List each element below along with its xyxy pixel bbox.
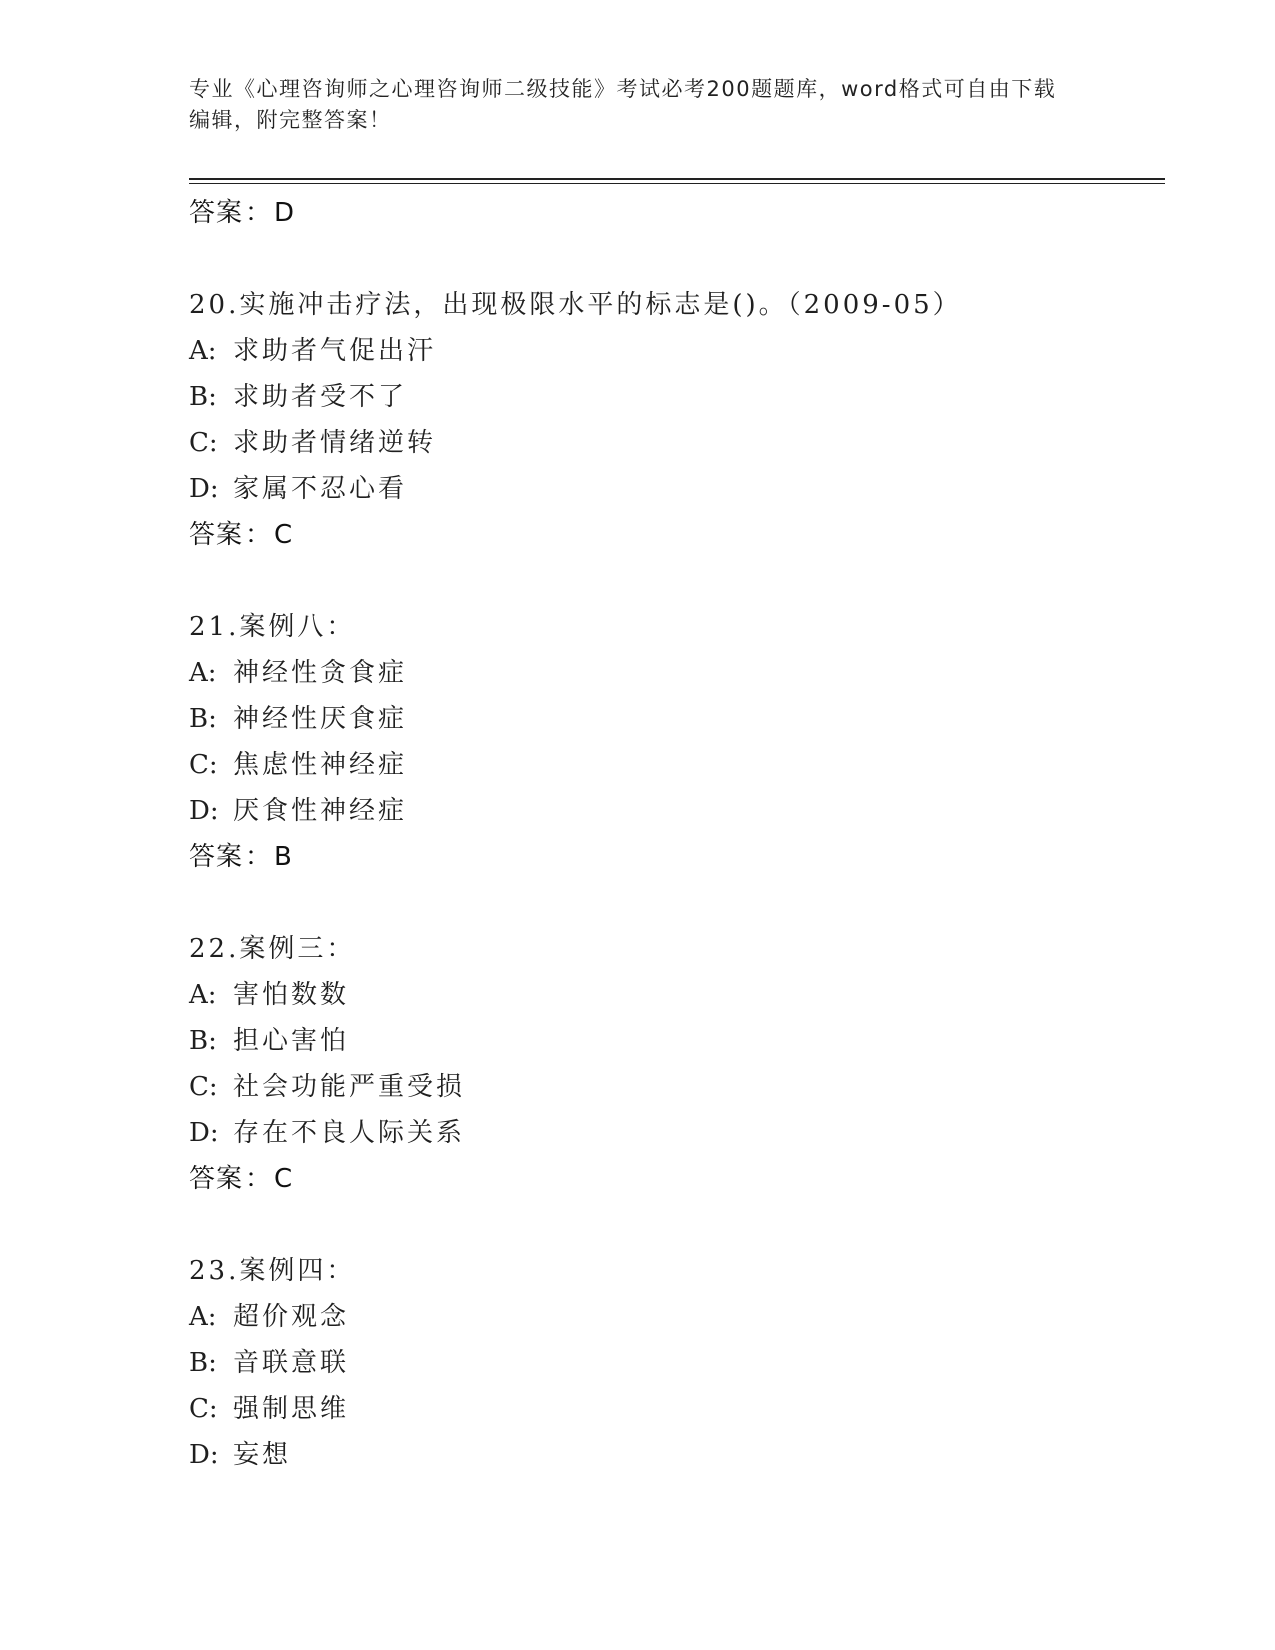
option-letter: C: — [189, 428, 218, 458]
answer-line — [189, 834, 1149, 880]
option-text: 求助者受不了 — [233, 382, 408, 412]
option-text: 存在不良人际关系 — [233, 1118, 466, 1148]
option-c — [189, 420, 1149, 466]
option-text: 社会功能严重受损 — [233, 1072, 466, 1102]
option-letter: A: — [189, 658, 217, 688]
option-b — [189, 1018, 1149, 1064]
option-text: 家属不忍心看 — [233, 474, 408, 504]
header-divider-thick — [189, 178, 1165, 180]
option-text: 害怕数数 — [233, 980, 350, 1010]
answer-line — [189, 1156, 1149, 1202]
option-letter: C: — [189, 1394, 218, 1424]
question-list — [189, 190, 1149, 1478]
option-letter: D: — [189, 1440, 219, 1470]
spacer — [189, 880, 1149, 926]
option-c — [189, 742, 1149, 788]
option-d — [189, 466, 1149, 512]
spacer — [189, 236, 1149, 282]
option-text: 厌食性神经症 — [233, 796, 408, 826]
option-b — [189, 696, 1149, 742]
answer-label: 答案 — [189, 520, 244, 550]
option-letter: B: — [189, 1026, 217, 1056]
option-text: 焦虑性神经症 — [233, 750, 408, 780]
option-a — [189, 972, 1149, 1018]
option-letter: B: — [189, 1348, 217, 1378]
answer-label: 答案 — [189, 198, 244, 228]
option-letter: D: — [189, 796, 219, 826]
answer-line — [189, 190, 1149, 236]
answer-line — [189, 512, 1149, 558]
option-text: 神经性厌食症 — [233, 704, 408, 734]
question-stem: 23.案例四： — [189, 1256, 356, 1286]
option-text: 担心害怕 — [233, 1026, 350, 1056]
option-a — [189, 1294, 1149, 1340]
option-letter: D: — [189, 1118, 219, 1148]
option-b — [189, 1340, 1149, 1386]
answer-value: C — [274, 520, 294, 550]
option-d — [189, 1432, 1149, 1478]
question-stem: 21.案例八： — [189, 612, 356, 642]
option-b — [189, 374, 1149, 420]
option-c — [189, 1386, 1149, 1432]
option-text: 音联意联 — [233, 1348, 350, 1378]
question-stem: 20.实施冲击疗法，出现极限水平的标志是()。（2009-05） — [189, 290, 962, 320]
answer-label: 答案 — [189, 842, 244, 872]
answer-value: D — [274, 198, 296, 228]
option-letter: A: — [189, 980, 217, 1010]
document-header: 专业《心理咨询师之心理咨询师二级技能》考试必考200题题库，word格式可自由下载编辑，附完整答案！ — [189, 77, 1057, 132]
option-letter: C: — [189, 750, 218, 780]
answer-value: B — [274, 842, 293, 872]
answer-value: C — [274, 1164, 294, 1194]
option-text: 神经性贪食症 — [233, 658, 408, 688]
option-text: 强制思维 — [233, 1394, 350, 1424]
option-text: 求助者气促出汗 — [233, 336, 437, 366]
answer-separator: ： — [245, 198, 273, 228]
answer-separator: ： — [245, 842, 273, 872]
option-letter: A: — [189, 1302, 217, 1332]
option-letter: B: — [189, 704, 217, 734]
header-divider-thin — [189, 183, 1165, 184]
option-d — [189, 1110, 1149, 1156]
option-letter: D: — [189, 474, 219, 504]
option-letter: C: — [189, 1072, 218, 1102]
option-d — [189, 788, 1149, 834]
answer-label: 答案 — [189, 1164, 244, 1194]
option-text: 超价观念 — [233, 1302, 350, 1332]
answer-separator: ： — [245, 520, 273, 550]
option-text: 妄想 — [233, 1440, 292, 1470]
question-stem: 22.案例三： — [189, 934, 356, 964]
option-c — [189, 1064, 1149, 1110]
option-letter: A: — [189, 336, 217, 366]
spacer — [189, 558, 1149, 604]
option-letter: B: — [189, 382, 217, 412]
option-text: 求助者情绪逆转 — [233, 428, 437, 458]
option-a — [189, 650, 1149, 696]
answer-separator: ： — [245, 1164, 273, 1194]
spacer — [189, 1202, 1149, 1248]
option-a — [189, 328, 1149, 374]
